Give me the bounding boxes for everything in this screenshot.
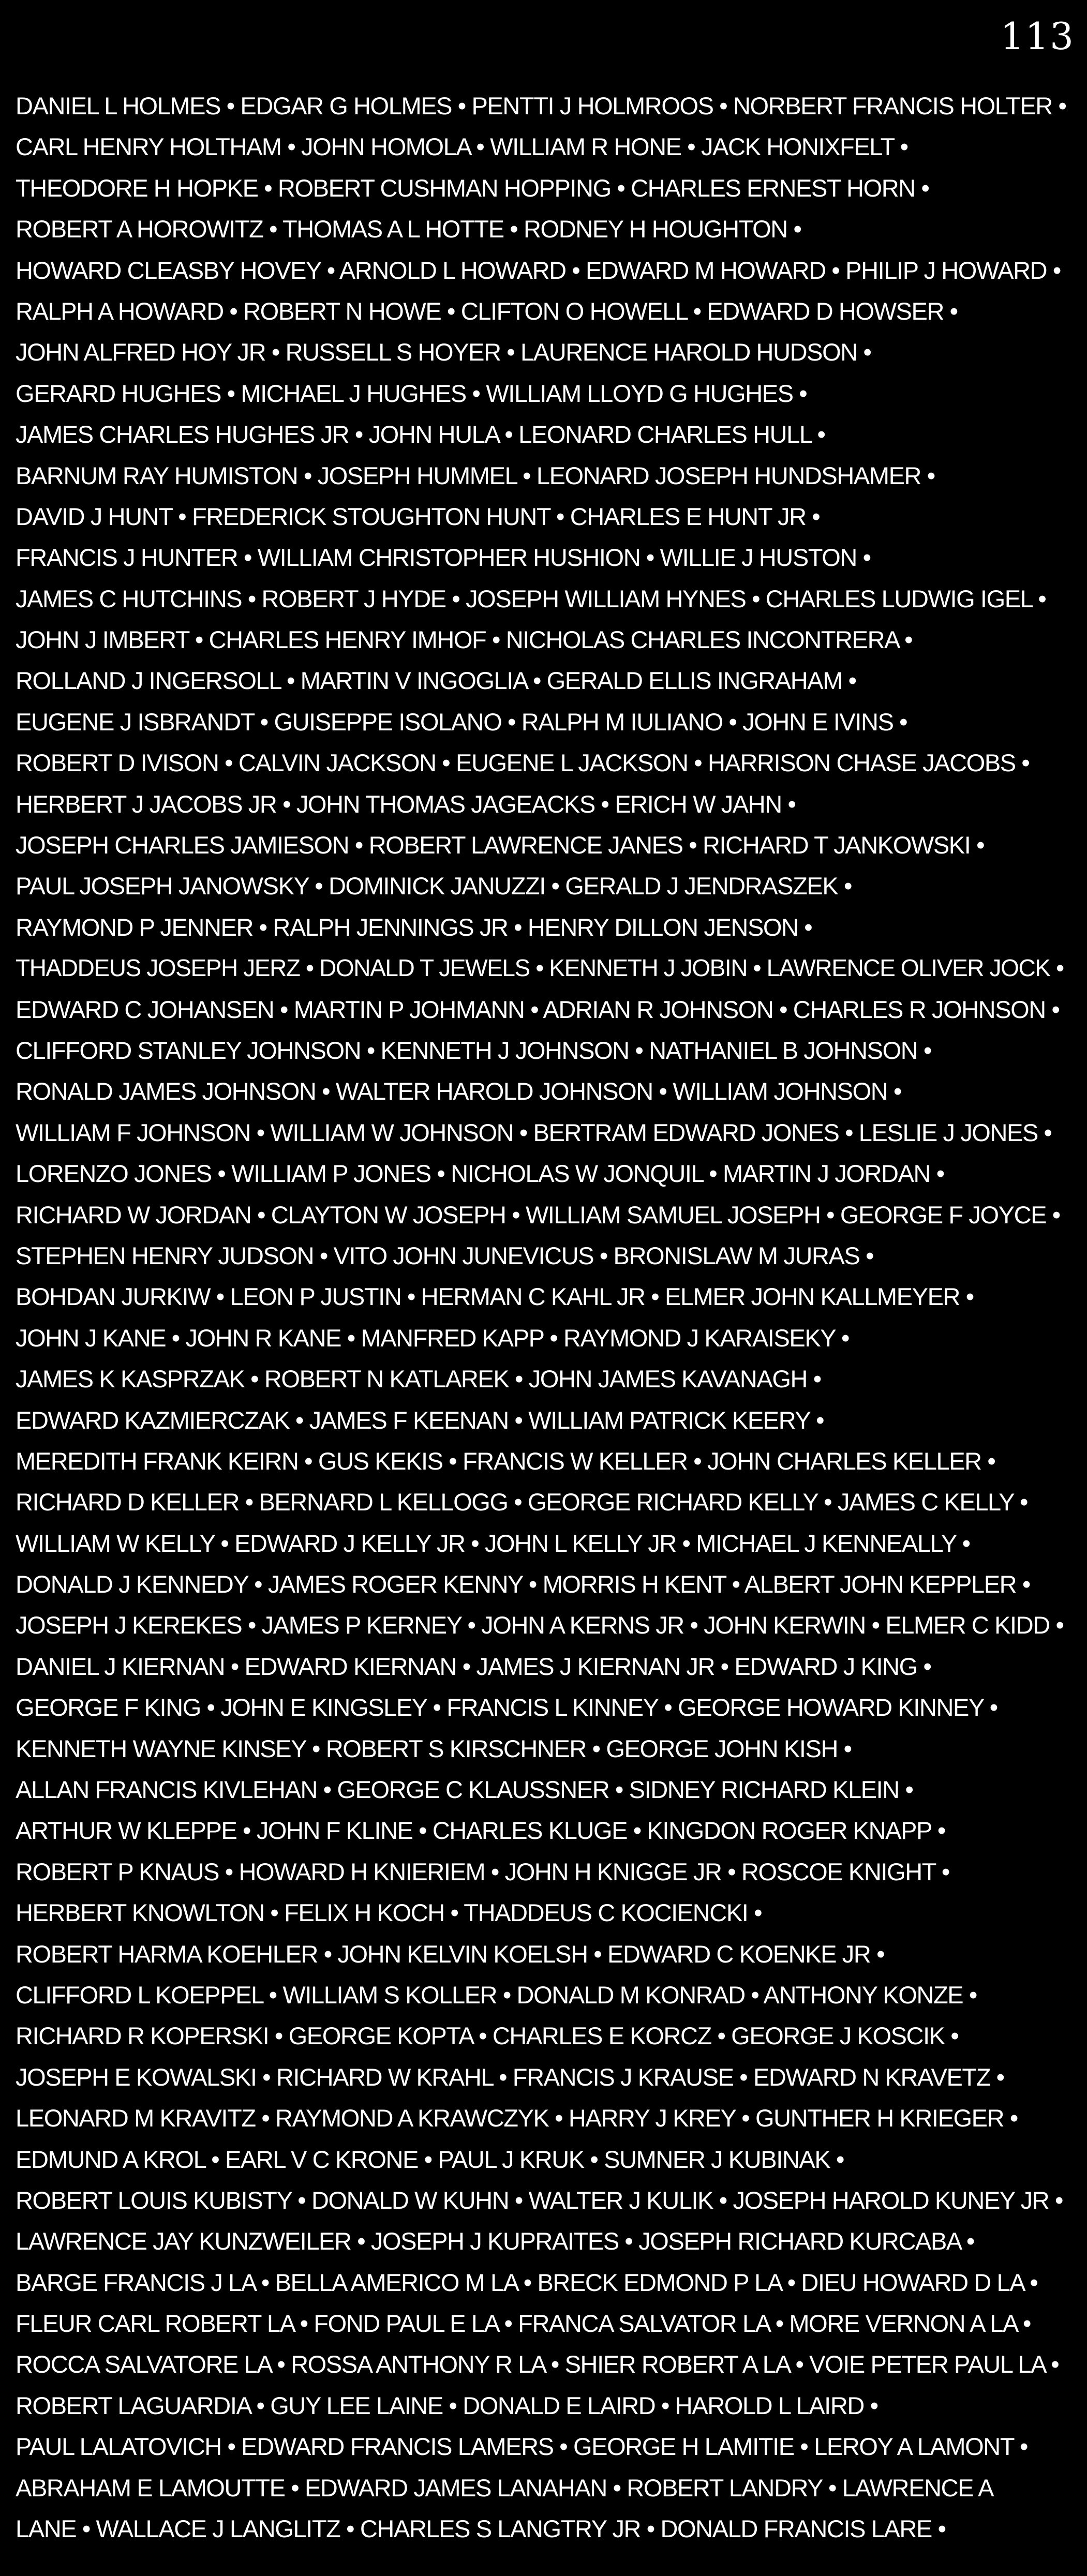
name-line: BARNUM RAY HUMISTON • JOSEPH HUMMEL • LEONARD JOSEPH HUNDSHAMER • (16, 461, 935, 489)
name-line: RALPH A HOWARD • ROBERT N HOWE • CLIFTON O HOWELL • EDWARD D HOWSER • (16, 297, 958, 325)
name-line: RONALD JAMES JOHNSON • WALTER HAROLD JOHNSON • WILLIAM JOHNSON • (16, 1077, 902, 1105)
name-line: WILLIAM F JOHNSON • WILLIAM W JOHNSON • BERTRAM EDWARD JONES • LESLIE J JONES • (16, 1118, 1052, 1146)
name-line: JOHN J IMBERT • CHARLES HENRY IMHOF • NICHOLAS CHARLES INCONTRERA • (16, 626, 913, 654)
name-line: EDMUND A KROL • EARL V C KRONE • PAUL J KRUK • SUMNER J KUBINAK • (16, 2145, 844, 2173)
name-line: THEODORE H HOPKE • ROBERT CUSHMAN HOPPING • CHARLES ERNEST HORN • (16, 174, 929, 202)
name-line: RICHARD R KOPERSKI • GEORGE KOPTA • CHARLES E KORCZ • GEORGE J KOSCIK • (16, 2022, 959, 2050)
name-line: LEONARD M KRAVITZ • RAYMOND A KRAWCZYK • HARRY J KREY • GUNTHER H KRIEGER • (16, 2104, 1018, 2132)
name-line: ROLLAND J INGERSOLL • MARTIN V INGOGLIA • GERALD ELLIS INGRAHAM • (16, 667, 856, 695)
name-line: ALLAN FRANCIS KIVLEHAN • GEORGE C KLAUSSNER • SIDNEY RICHARD KLEIN • (16, 1776, 913, 1804)
name-line: HERBERT KNOWLTON • FELIX H KOCH • THADDEUS C KOCIENCKI • (16, 1899, 762, 1927)
page-number: 113 (1000, 14, 1075, 58)
name-line: BARGE FRANCIS J LA • BELLA AMERICO M LA • BRECK EDMOND P LA • DIEU HOWARD D LA • (16, 2268, 1038, 2296)
name-line: DONALD J KENNEDY • JAMES ROGER KENNY • MORRIS H KENT • ALBERT JOHN KEPPLER • (16, 1570, 1030, 1598)
name-line: ROBERT LOUIS KUBISTY • DONALD W KUHN • WALTER J KULIK • JOSEPH HAROLD KUNEY JR • (16, 2186, 1063, 2214)
name-line: BOHDAN JURKIW • LEON P JUSTIN • HERMAN C KAHL JR • ELMER JOHN KALLMEYER • (16, 1283, 974, 1311)
name-line: CARL HENRY HOLTHAM • JOHN HOMOLA • WILLIAM R HONE • JACK HONIXFELT • (16, 133, 908, 161)
name-line: RAYMOND P JENNER • RALPH JENNINGS JR • HENRY DILLON JENSON • (16, 913, 812, 941)
name-line: LAWRENCE JAY KUNZWEILER • JOSEPH J KUPRAITES • JOSEPH RICHARD KURCABA • (16, 2227, 974, 2255)
name-line: ROBERT HARMA KOEHLER • JOHN KELVIN KOELSH • EDWARD C KOENKE JR • (16, 1940, 885, 1968)
name-line: JOHN ALFRED HOY JR • RUSSELL S HOYER • LAURENCE HAROLD HUDSON • (16, 338, 871, 366)
name-line: KENNETH WAYNE KINSEY • ROBERT S KIRSCHNER • GEORGE JOHN KISH • (16, 1734, 852, 1762)
name-line: ABRAHAM E LAMOUTTE • EDWARD JAMES LANAHAN • ROBERT LANDRY • LAWRENCE A (16, 2474, 994, 2502)
name-line: HERBERT J JACOBS JR • JOHN THOMAS JAGEACKS • ERICH W JAHN • (16, 790, 796, 818)
name-line: LANE • WALLACE J LANGLITZ • CHARLES S LANGTRY JR • DONALD FRANCIS LARE • (16, 2515, 946, 2543)
name-line: THADDEUS JOSEPH JERZ • DONALD T JEWELS • KENNETH J JOBIN • LAWRENCE OLIVER JOCK • (16, 954, 1064, 982)
name-line: JOHN J KANE • JOHN R KANE • MANFRED KAPP • RAYMOND J KARAISEKY • (16, 1324, 850, 1352)
name-line: PAUL LALATOVICH • EDWARD FRANCIS LAMERS • GEORGE H LAMITIE • LEROY A LAMONT • (16, 2433, 1028, 2461)
name-line: LORENZO JONES • WILLIAM P JONES • NICHOLAS W JONQUIL • MARTIN J JORDAN • (16, 1160, 944, 1188)
name-line: STEPHEN HENRY JUDSON • VITO JOHN JUNEVICUS • BRONISLAW M JURAS • (16, 1241, 874, 1269)
name-line: FLEUR CARL ROBERT LA • FOND PAUL E LA • FRANCA SALVATOR LA • MORE VERNON A LA • (16, 2310, 1031, 2338)
name-line: JAMES K KASPRZAK • ROBERT N KATLAREK • JOHN JAMES KAVANAGH • (16, 1365, 821, 1393)
name-line: ROBERT A HOROWITZ • THOMAS A L HOTTE • RODNEY H HOUGHTON • (16, 215, 801, 243)
name-line: JAMES CHARLES HUGHES JR • JOHN HULA • LEONARD CHARLES HULL • (16, 421, 825, 448)
name-line: ROCCA SALVATORE LA • ROSSA ANTHONY R LA • SHIER ROBERT A LA • VOIE PETER PAUL LA • (16, 2350, 1059, 2378)
name-line: JOSEPH E KOWALSKI • RICHARD W KRAHL • FRANCIS J KRAUSE • EDWARD N KRAVETZ • (16, 2063, 1004, 2091)
name-line: GEORGE F KING • JOHN E KINGSLEY • FRANCIS L KINNEY • GEORGE HOWARD KINNEY • (16, 1694, 997, 1721)
name-line: ARTHUR W KLEPPE • JOHN F KLINE • CHARLES KLUGE • KINGDON ROGER KNAPP • (16, 1817, 945, 1845)
name-line: EDWARD KAZMIERCZAK • JAMES F KEENAN • WILLIAM PATRICK KEERY • (16, 1406, 824, 1434)
name-line: ROBERT P KNAUS • HOWARD H KNIERIEM • JOHN H KNIGGE JR • ROSCOE KNIGHT • (16, 1858, 949, 1885)
name-line: DANIEL L HOLMES • EDGAR G HOLMES • PENTTI J HOLMROOS • NORBERT FRANCIS HOLTER • (16, 92, 1066, 119)
name-line: GERARD HUGHES • MICHAEL J HUGHES • WILLIAM LLOYD G HUGHES • (16, 379, 807, 407)
name-line: CLIFFORD STANLEY JOHNSON • KENNETH J JOHNSON • NATHANIEL B JOHNSON • (16, 1036, 931, 1064)
name-line: RICHARD D KELLER • BERNARD L KELLOGG • GEORGE RICHARD KELLY • JAMES C KELLY • (16, 1488, 1028, 1516)
names-list (16, 85, 1077, 2549)
name-line: WILLIAM W KELLY • EDWARD J KELLY JR • JOHN L KELLY JR • MICHAEL J KENNEALLY • (16, 1529, 970, 1557)
name-line: EUGENE J ISBRANDT • GUISEPPE ISOLANO • RALPH M IULIANO • JOHN E IVINS • (16, 708, 907, 736)
name-line: DANIEL J KIERNAN • EDWARD KIERNAN • JAMES J KIERNAN JR • EDWARD J KING • (16, 1652, 931, 1680)
name-line: CLIFFORD L KOEPPEL • WILLIAM S KOLLER • DONALD M KONRAD • ANTHONY KONZE • (16, 1981, 977, 2009)
name-line: JOSEPH CHARLES JAMIESON • ROBERT LAWRENCE JANES • RICHARD T JANKOWSKI • (16, 831, 985, 859)
name-line: HOWARD CLEASBY HOVEY • ARNOLD L HOWARD • EDWARD M HOWARD • PHILIP J HOWARD • (16, 256, 1061, 284)
name-line: JOSEPH J KEREKES • JAMES P KERNEY • JOHN A KERNS JR • JOHN KERWIN • ELMER C KIDD • (16, 1611, 1064, 1639)
name-line: FRANCIS J HUNTER • WILLIAM CHRISTOPHER HUSHION • WILLIE J HUSTON • (16, 544, 871, 572)
name-line: RICHARD W JORDAN • CLAYTON W JOSEPH • WILLIAM SAMUEL JOSEPH • GEORGE F JOYCE • (16, 1201, 1060, 1229)
name-line: PAUL JOSEPH JANOWSKY • DOMINICK JANUZZI • GERALD J JENDRASZEK • (16, 872, 852, 900)
name-line: MEREDITH FRANK KEIRN • GUS KEKIS • FRANCIS W KELLER • JOHN CHARLES KELLER • (16, 1447, 995, 1475)
name-line: JAMES C HUTCHINS • ROBERT J HYDE • JOSEPH WILLIAM HYNES • CHARLES LUDWIG IGEL • (16, 585, 1046, 612)
name-line: ROBERT D IVISON • CALVIN JACKSON • EUGENE L JACKSON • HARRISON CHASE JACOBS • (16, 749, 1030, 777)
name-line: DAVID J HUNT • FREDERICK STOUGHTON HUNT • CHARLES E HUNT JR • (16, 502, 820, 530)
name-line: ROBERT LAGUARDIA • GUY LEE LAINE • DONALD E LAIRD • HAROLD L LAIRD • (16, 2391, 878, 2419)
name-line: EDWARD C JOHANSEN • MARTIN P JOHMANN • ADRIAN R JOHNSON • CHARLES R JOHNSON • (16, 995, 1060, 1023)
